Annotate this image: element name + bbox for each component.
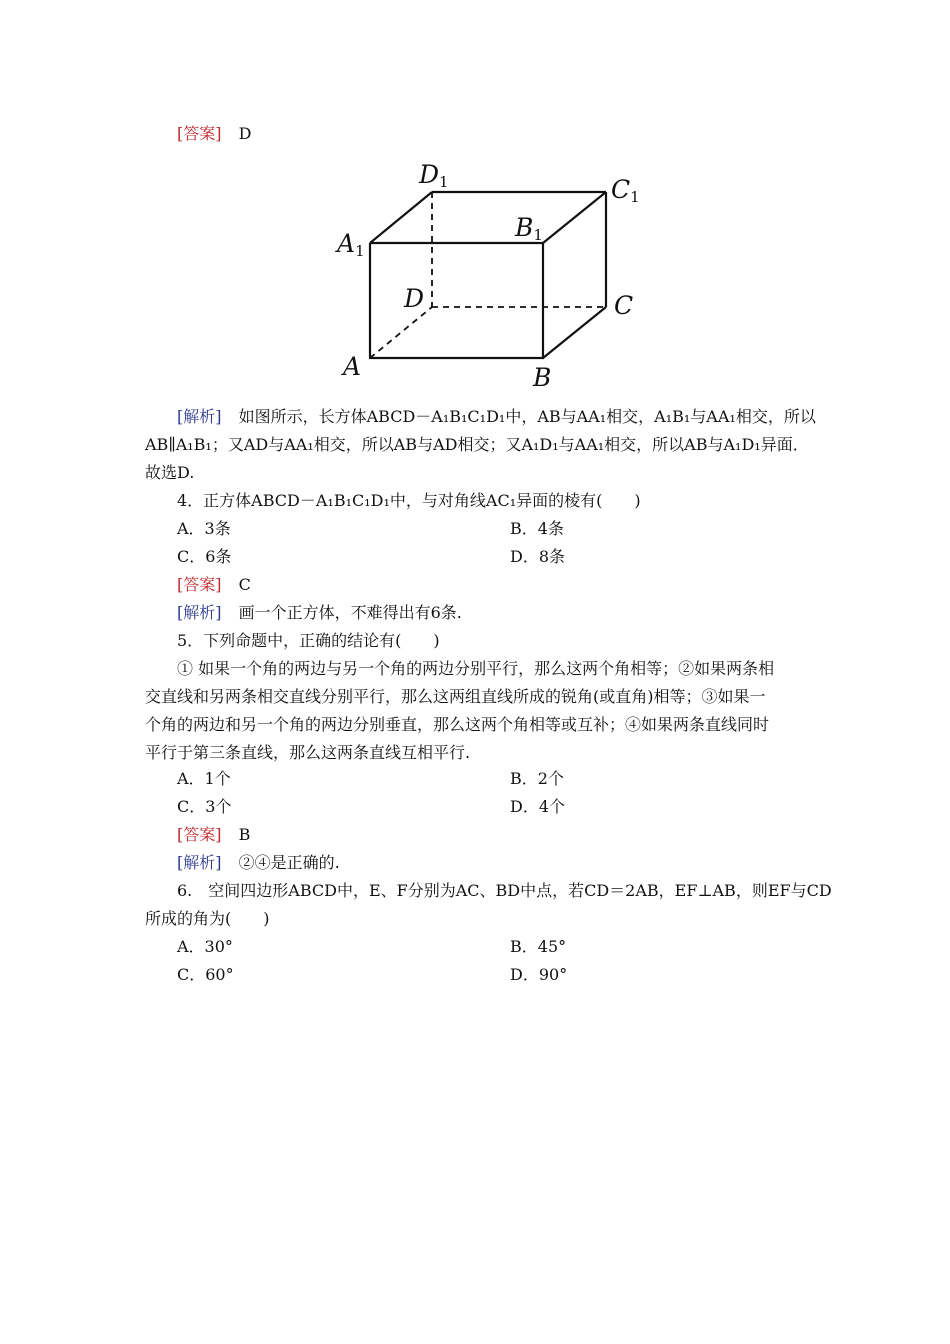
label-c1: C1 [611, 175, 640, 206]
label-a: A [343, 352, 362, 381]
label-b1: B1 [515, 213, 543, 244]
hidden-edge-a-d [370, 307, 432, 358]
q4-option-c: C．6条 [177, 547, 232, 566]
label-d1: D1 [419, 160, 449, 191]
q5-option-b: B．2个 [510, 769, 564, 788]
q5-option-a: A．1个 [177, 769, 231, 788]
q3-analysis-line1 [177, 407, 816, 427]
q6-stem-line1: 6. 空间四边形ABCD中，E、F分别为AC、BD中点，若CD＝2AB，EF⊥AB，则EF与CD [177, 881, 832, 900]
q4-analysis-line [177, 603, 462, 623]
answer-value: D [238, 124, 252, 143]
analysis-text: ②④是正确的. [238, 853, 340, 872]
cuboid-figure [330, 150, 650, 395]
q6-option-d: D．90° [510, 965, 568, 984]
edge-b-c [543, 307, 606, 358]
label-b: B [533, 363, 552, 392]
analysis-text: 如图所示，长方体ABCD－A₁B₁C₁D₁中，AB与AA₁相交，A₁B₁与AA₁相交，所以 [238, 407, 816, 426]
q6-option-a: A．30° [177, 937, 233, 956]
q6-option-b: B．45° [510, 937, 567, 956]
q3-analysis-line3: 故选D. [145, 463, 195, 482]
q5-body-line2: 交直线和另两条相交直线分别平行，那么这两组直线所成的锐角(或直角)相等；③如果一 [145, 687, 766, 706]
answer-value: C [238, 575, 251, 594]
analysis-tag: [解析] [177, 603, 222, 622]
q5-option-d: D．4个 [510, 797, 566, 816]
q3-answer-line [177, 124, 251, 144]
answer-tag: [答案] [177, 575, 222, 594]
q5-answer-line [177, 825, 250, 845]
front-face [370, 243, 543, 358]
label-c: C [614, 291, 634, 320]
q3-analysis-line2: AB∥A₁B₁；又AD与AA₁相交，所以AB与AD相交；又A₁D₁与AA₁相交，所以AB与A₁D₁异面． [145, 435, 809, 454]
q6-option-c: C．60° [177, 965, 234, 984]
q4-option-b: B．4条 [510, 519, 564, 538]
q4-stem: 4．正方体ABCD－A₁B₁C₁D₁中，与对角线AC₁异面的棱有( ) [177, 491, 641, 510]
analysis-tag: [解析] [177, 853, 222, 872]
q5-analysis-line [177, 853, 340, 873]
answer-value: B [238, 825, 251, 844]
edge-a1-d1 [370, 192, 432, 243]
answer-tag: [答案] [177, 124, 222, 143]
q6-stem-line2: 所成的角为( ) [145, 909, 270, 928]
edge-b1-c1 [543, 192, 606, 243]
q4-option-d: D．8条 [510, 547, 566, 566]
q5-body-line3: 个角的两边和另一个角的两边分别垂直，那么这两个角相等或互补；④如果两条直线同时 [145, 715, 770, 734]
answer-tag: [答案] [177, 825, 222, 844]
q5-option-c: C．3个 [177, 797, 232, 816]
analysis-text: 画一个正方体，不难得出有6条. [238, 603, 462, 622]
analysis-tag: [解析] [177, 407, 222, 426]
q5-stem: 5．下列命题中，正确的结论有( ) [177, 631, 440, 650]
q4-answer-line [177, 575, 251, 595]
cuboid-diagram [330, 150, 650, 395]
q4-option-a: A．3条 [177, 519, 231, 538]
label-a1: A1 [337, 229, 365, 260]
q5-body-line1: ① 如果一个角的两边与另一个角的两边分别平行，那么这两个角相等；②如果两条相 [177, 659, 775, 678]
label-d: D [404, 284, 425, 313]
q5-body-line4: 平行于第三条直线，那么这两条直线互相平行. [145, 743, 471, 762]
